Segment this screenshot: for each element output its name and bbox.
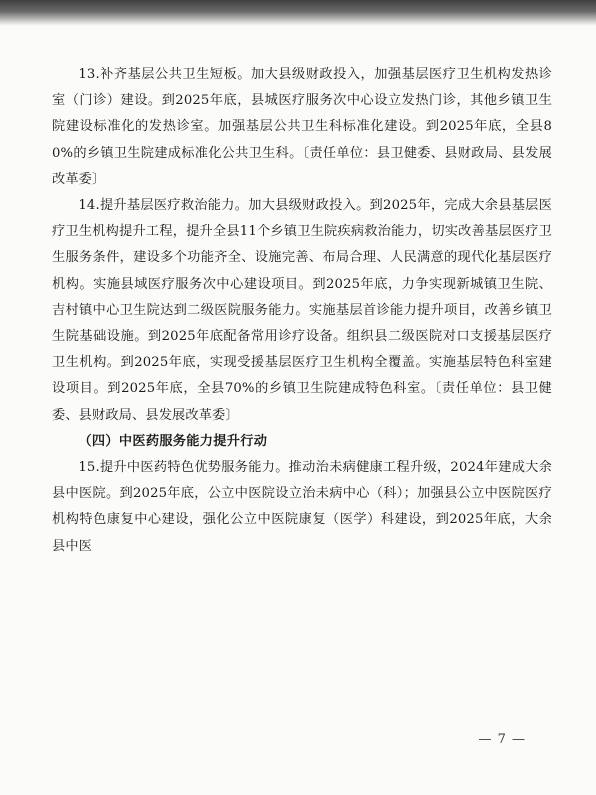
paragraph-14: 14.提升基层医疗救治能力。加大县级财政投入。到2025年，完成大余县基层医疗卫生机构提升工程，提升全县11个乡镇卫生院疾病救治能力，切实改善基层医疗卫生服务条件，建设多个功能齐全、设施完善、布局合理、人民满意的现代化基层医疗机构。实施县域医疗服务次中心建设项目。到2025年底，力争实现新城镇卫生院、吉村镇中心卫生院达到二级医院服务能力。实施基层首诊能力提升项目，改善乡镇卫生院基础设施。到2025年底配备常用诊疗设备。组织县二级医院对口支援基层医疗卫生机构。到2025年底，实现受援基层医疗卫生机构全覆盖。实施基层特色科室建设项目。到2025年底，全县70%的乡镇卫生院建成特色科室。〔责任单位：县卫健委、县财政局、县发展改革委〕 [52, 198, 552, 423]
scan-top-shadow [0, 0, 596, 26]
section-heading: （四）中医药服务能力提升行动 [78, 433, 268, 449]
paragraph-13: 13.补齐基层公共卫生短板。加大县级财政投入，加强基层医疗卫生机构发热诊室（门诊）建设。到2025年底，县城医疗服务次中心设立发热门诊，其他乡镇卫生院建设标准化的发热诊室。加强基层公共卫生科标准化建设。到2025年底，全县80%的乡镇卫生院建成标准化公共卫生科。〔责任单位：县卫健委、县财政局、县发展改革委〕 [52, 67, 552, 187]
page-number: — 7 — [478, 732, 526, 747]
document-body [52, 62, 552, 560]
paragraph-15: 15.提升中医药特色优势服务能力。推动治未病健康工程升级，2024年建成大余县中医院。到2025年底，公立中医院设立治未病中心（科）；加强县公立中医院医疗机构特色康复中心建设，强化公立中医院康复（医学）科建设，到2025年底，大余县中医 [52, 460, 552, 554]
